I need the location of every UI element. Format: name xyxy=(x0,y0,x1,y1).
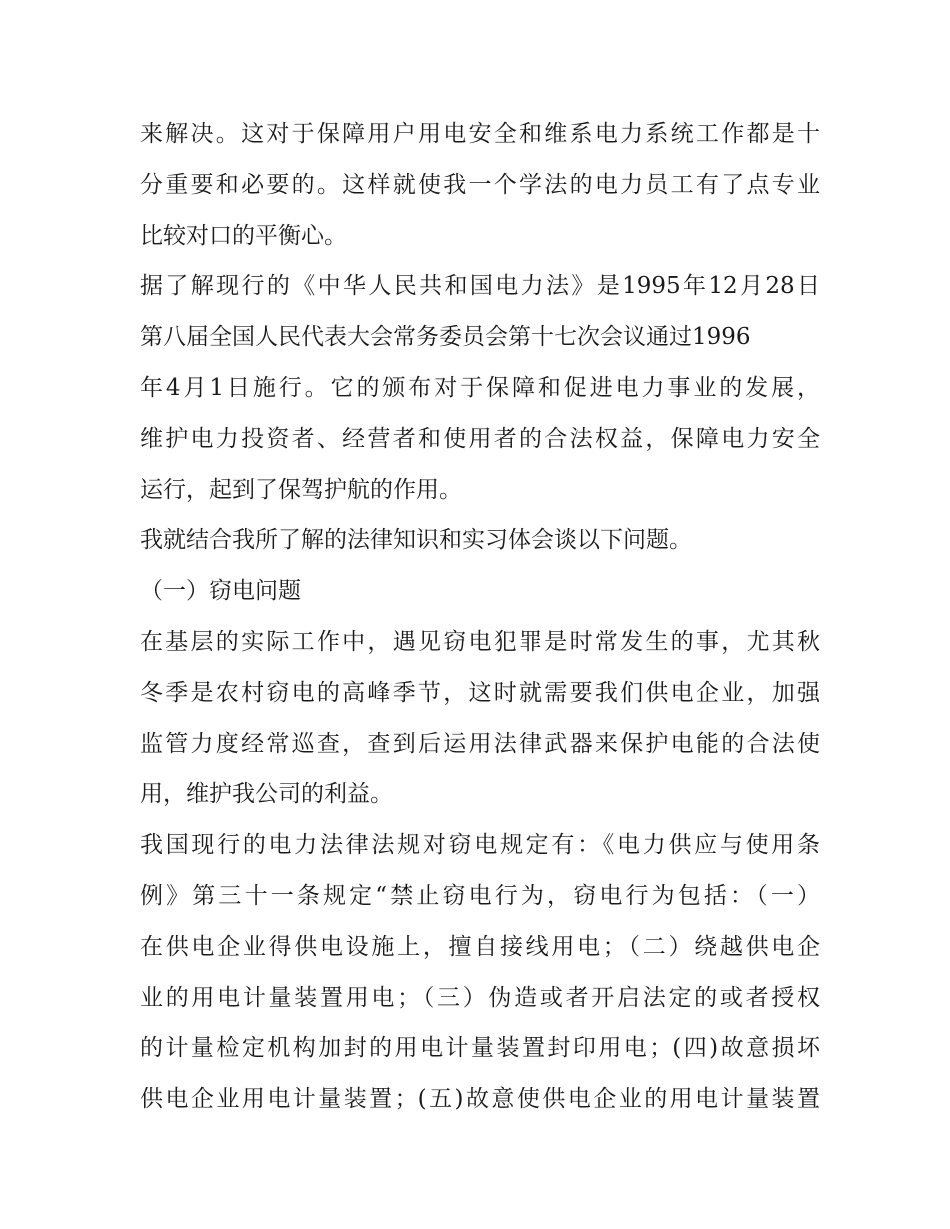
text-line: 比较对口的平衡心。 xyxy=(140,222,347,249)
text-line: 第八届全国人民代表大会常务委员会第十七次会议通过1996 xyxy=(140,324,751,351)
text-line: 冬季是农村窃电的高峰季节，这时就需要我们供电企业，加强 xyxy=(140,679,820,706)
text-line: 据了解现行的《中华人民共和国电力法》是1995年12月28日 xyxy=(140,273,820,300)
text-line: 我就结合我所了解的法律知识和实习体会谈以下问题。 xyxy=(140,527,692,554)
text-line: 监管力度经常巡查，查到后运用法律武器来保护电能的合法使 xyxy=(140,730,820,757)
text-line: 例》第三十一条规定“禁止窃电行为，窃电行为包括：（一） xyxy=(140,882,820,909)
text-line: 业的用电计量装置用电；（三）伪造或者开启法定的或者授权 xyxy=(140,984,820,1011)
text-line: 在供电企业得供电设施上，擅自接线用电；（二）绕越供电企 xyxy=(140,933,820,960)
text-line: 的计量检定机构加封的用电计量装置封印用电；(四)故意损坏 xyxy=(140,1035,820,1062)
text-line: 来解决。这对于保障用户用电安全和维系电力系统工作都是十 xyxy=(140,121,820,147)
text-line: 我国现行的电力法律法规对窃电规定有：《电力供应与使用条 xyxy=(140,832,820,859)
text-line: 运行，起到了保驾护航的作用。 xyxy=(140,476,462,503)
text-line: 分重要和必要的。这样就使我一个学法的电力员工有了点专业 xyxy=(140,171,820,198)
text-line: 供电企业用电计量装置；(五)故意使供电企业的用电计量装置 xyxy=(140,1086,820,1113)
text-line: 用，维护我公司的利益。 xyxy=(140,781,393,808)
body-text xyxy=(140,109,820,1125)
text-line: 维护电力投资者、经营者和使用者的合法权益，保障电力安全 xyxy=(140,425,820,452)
text-line: （一）窃电问题 xyxy=(140,578,301,605)
text-line: 年4月1日施行。它的颁布对于保障和促进电力事业的发展， xyxy=(140,374,820,401)
text-line: 在基层的实际工作中，遇见窃电犯罪是时常发生的事，尤其秋 xyxy=(140,628,820,655)
